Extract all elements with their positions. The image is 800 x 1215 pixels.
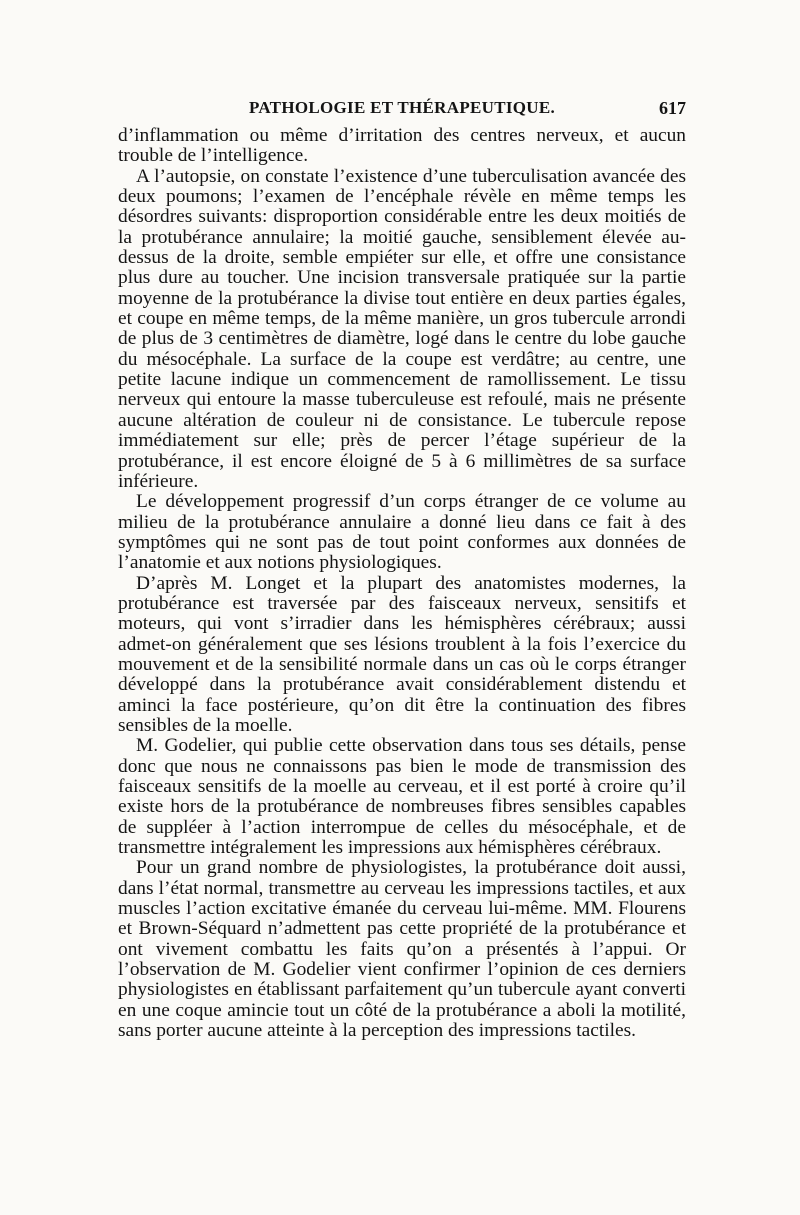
running-title: PATHOLOGIE ET THÉRAPEUTIQUE.: [248, 98, 556, 117]
body-text: [118, 126, 686, 1041]
paragraph-5: M. Godelier, qui publie cette observation dans tous ses détails, pense donc que nous ne connaissons pas bien le mode de transmission des faisceaux sensitifs de la moelle au cerveau, et il est porté à croire qu’il existe hors de la protubérance de nombreuses fibres sensibles capables de suppléer à l’action interrompue de celles du mésocéphale, et de transmettre intégralement les impressions aux hémisphères cérébraux.: [118, 735, 686, 859]
page-number: 617: [659, 98, 686, 118]
paragraph-4: D’après M. Longet et la plupart des anatomistes modernes, la protubérance est traversée par des faisceaux nerveux, sensitifs et moteurs, qui vont s’irradier dans les hémisphères cérébraux; aussi admet-on généralement que ses lésions troublent à la fois l’exercice du mouvement et de la sensibilité normale dans un cas où le corps étranger développé dans la protubérance avait considérablement distendu et aminci la face postérieure, qu’on dit être la continuation des fibres sensibles de la moelle.: [118, 572, 686, 736]
paragraph-6: Pour un grand nombre de physiologistes, la protubérance doit aussi, dans l’état normal, transmettre au cerveau les impressions tactiles, et aux muscles l’action excitative émanée du cerveau lui-même. MM. Flourens et Brown-Séquard n’admettent pas cette propriété de la protubérance et ont vivement combattu les faits qu’on a présentés à l’appui. Or l’observation de M. Godelier vient confirmer l’opinion de ces derniers physiologistes en établissant parfaitement qu’un tubercule ayant converti en une coque amincie tout un côté de la protubérance a aboli la motilité, sans porter aucune atteinte à la perception des impressions tactiles.: [118, 857, 686, 1042]
paragraph-2: A l’autopsie, on constate l’existence d’une tuberculisation avancée des deux poumons; l’examen de l’encéphale révèle en même temps les désordres suivants: disproportion considérable entre les deux moitiés de la protubérance annulaire; la moitié gauche, sensiblement élevée au-dessus de la droite, semble empiéter sur elle, et offre une consistance plus dure au toucher. Une incision transversale pratiquée sur la partie moyenne de la protubérance la divise tout entière en deux parties égales, et coupe en même temps, de la même manière, un gros tubercule arrondi de plus de 3 centimètres de diamètre, logé dans le centre du lobe gauche du mésocéphale. La surface de la coupe est verdâtre; au centre, une petite lacune indique un commencement de ramollissement. Le tissu nerveux qui entoure la masse tuberculeuse est refoulé, mais ne présente aucune altération de couleur ni de consistance. Le tubercule repose immédiatement sur elle; près de percer l’étage supérieur de la protubérance, il est encore éloigné de 5 à 6 millimètres de sa surface inférieure.: [118, 165, 686, 492]
paragraph-3: Le développement progressif d’un corps étranger de ce volume au milieu de la protubérance annulaire a donné lieu dans ce fait à des symptômes qui ne sont pas de tout point conformes aux données de l’anatomie et aux notions physiologiques.: [118, 491, 686, 574]
paragraph-1: d’inflammation ou même d’irritation des centres nerveux, et aucun trouble de l’intelligence.: [118, 125, 686, 167]
running-header: [118, 98, 686, 124]
